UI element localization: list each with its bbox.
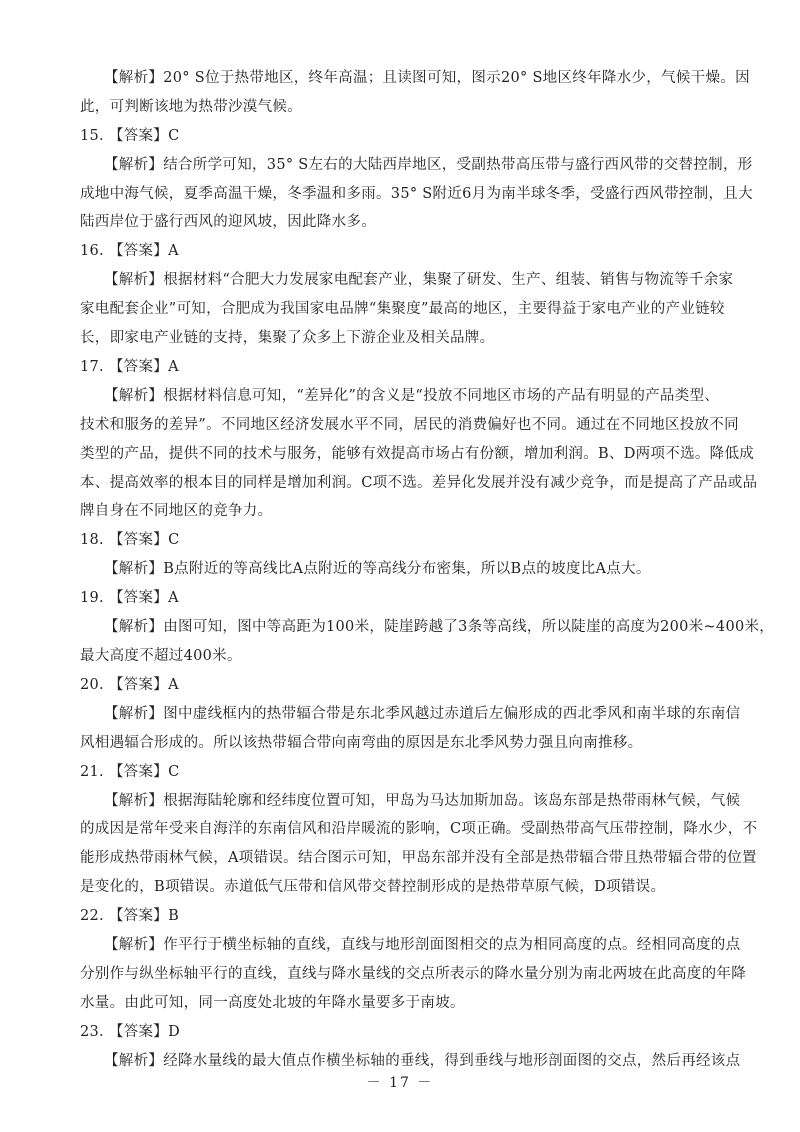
explanation-line: 【解析】图中虚线框内的热带辐合带是东北季风越过赤道后左偏形成的西北季风和南半球的东南信 — [104, 705, 741, 722]
explanation-line: 技术和服务的差异”。不同地区经济发展水平不同，居民的消费偏好也不同。通过在不同地区投放不同 — [80, 416, 739, 433]
explanation-line: 【解析】经降水量线的最大值点作横坐标轴的垂线，得到垂线与地形剖面图的交点，然后再经该点 — [104, 1052, 741, 1069]
explanation-line: 是变化的，B项错误。赤道低气压带和信风带交替控制形成的是热带草原气候，D项错误。 — [80, 879, 666, 896]
answer-heading: 22. 【答案】B — [80, 908, 180, 925]
explanation-line: 水量。由此可知，同一高度处北坡的年降水量要多于南坡。 — [80, 994, 465, 1011]
explanation-line: 【解析】由图可知，图中等高距为100米，陡崖跨越了3条等高线，所以陡崖的高度为200米~400米， — [104, 619, 775, 636]
explanation-line: 能形成热带雨林气候，A项错误。结合图示可知，甲岛东部并没有全部是热带辐合带且热带辐合带的位置 — [80, 850, 757, 867]
answer-heading: 17. 【答案】A — [80, 359, 179, 375]
explanation-line: 风相遇辐合形成的。所以该热带辐合带向南弯曲的原因是东北季风势力强且向南推移。 — [80, 734, 643, 751]
explanation-line: 长，即家电产业链的支持，集聚了众多上下游企业及相关品牌。 — [80, 330, 495, 347]
explanation-line: 【解析】根据海陆轮廓和经纬度位置可知，甲岛为马达加斯加岛。该岛东部是热带雨林气候，气候 — [104, 792, 741, 809]
explanation-line: 最大高度不超过400米。 — [80, 647, 242, 664]
answer-heading: 16. 【答案】A — [80, 243, 179, 260]
answer-heading: 19. 【答案】A — [80, 590, 179, 607]
answer-heading: 23. 【答案】D — [80, 1023, 180, 1040]
explanation-line: 分别作与纵坐标轴平行的直线，直线与降水量线的交点所表示的降水量分别为南北两坡在此高度的年降 — [80, 965, 746, 982]
answer-heading: 18. 【答案】C — [80, 532, 180, 549]
explanation-line: 成地中海气候，夏季高温干燥，冬季温和多雨。35° S附近6月为南半球冬季，受盛行西风带控制，且大 — [80, 185, 753, 202]
answer-heading: 15. 【答案】C — [80, 127, 180, 144]
answer-heading: 21. 【答案】C — [80, 763, 180, 780]
explanation-line: 类型的产品，提供不同的技术与服务，能够有效提高市场占有份额，增加利润。B、D两项不选。降低成 — [80, 445, 755, 462]
explanation-line: 【解析】B点附近的等高线比A点附近的等高线分布密集，所以B点的坡度比A点大。 — [104, 561, 651, 578]
explanation-line: 此，可判断该地为热带沙漠气候。 — [80, 98, 302, 115]
explanation-line: 【解析】根据材料“合肥大力发展家电配套产业，集聚了研发、生产、组装、销售与物流等千余家 — [104, 272, 734, 289]
page-number: － 17 － — [366, 1075, 434, 1091]
explanation-line: 本、提高效率的根本目的同样是增加利润。C项不选。差异化发展并没有减少竞争，而是提高了产品或品 — [80, 474, 758, 491]
explanation-line: 【解析】作平行于横坐标轴的直线，直线与地形剖面图相交的点为相同高度的点。经相同高度的点 — [104, 937, 741, 953]
explanation-line: 家电配套企业”可知，合肥成为我国家电品牌“集聚度”最高的地区，主要得益于家电产业的产业链较 — [80, 301, 725, 318]
explanation-line: 【解析】根据材料信息可知，“差异化”的含义是“投放不同地区市场的产品有明显的产品类型、 — [104, 387, 720, 404]
explanation-line: 【解析】结合所学可知，35° S左右的大陆西岸地区，受副热带高压带与盛行西风带的交替控制，形 — [104, 156, 753, 173]
answer-heading: 20. 【答案】A — [80, 676, 179, 693]
explanation-line: 陆西岸位于盛行西风的迎风坡，因此降水多。 — [80, 214, 376, 231]
explanation-line: 牌自身在不同地区的竞争力。 — [80, 503, 273, 520]
explanation-line: 的成因是常年受来自海洋的东南信风和沿岸暖流的影响，C项正确。受副热带高气压带控制，降水少，不 — [80, 821, 758, 838]
explanation-line: 【解析】20° S位于热带地区，终年高温；且读图可知，图示20° S地区终年降水少，气候干燥。因 — [104, 70, 750, 86]
